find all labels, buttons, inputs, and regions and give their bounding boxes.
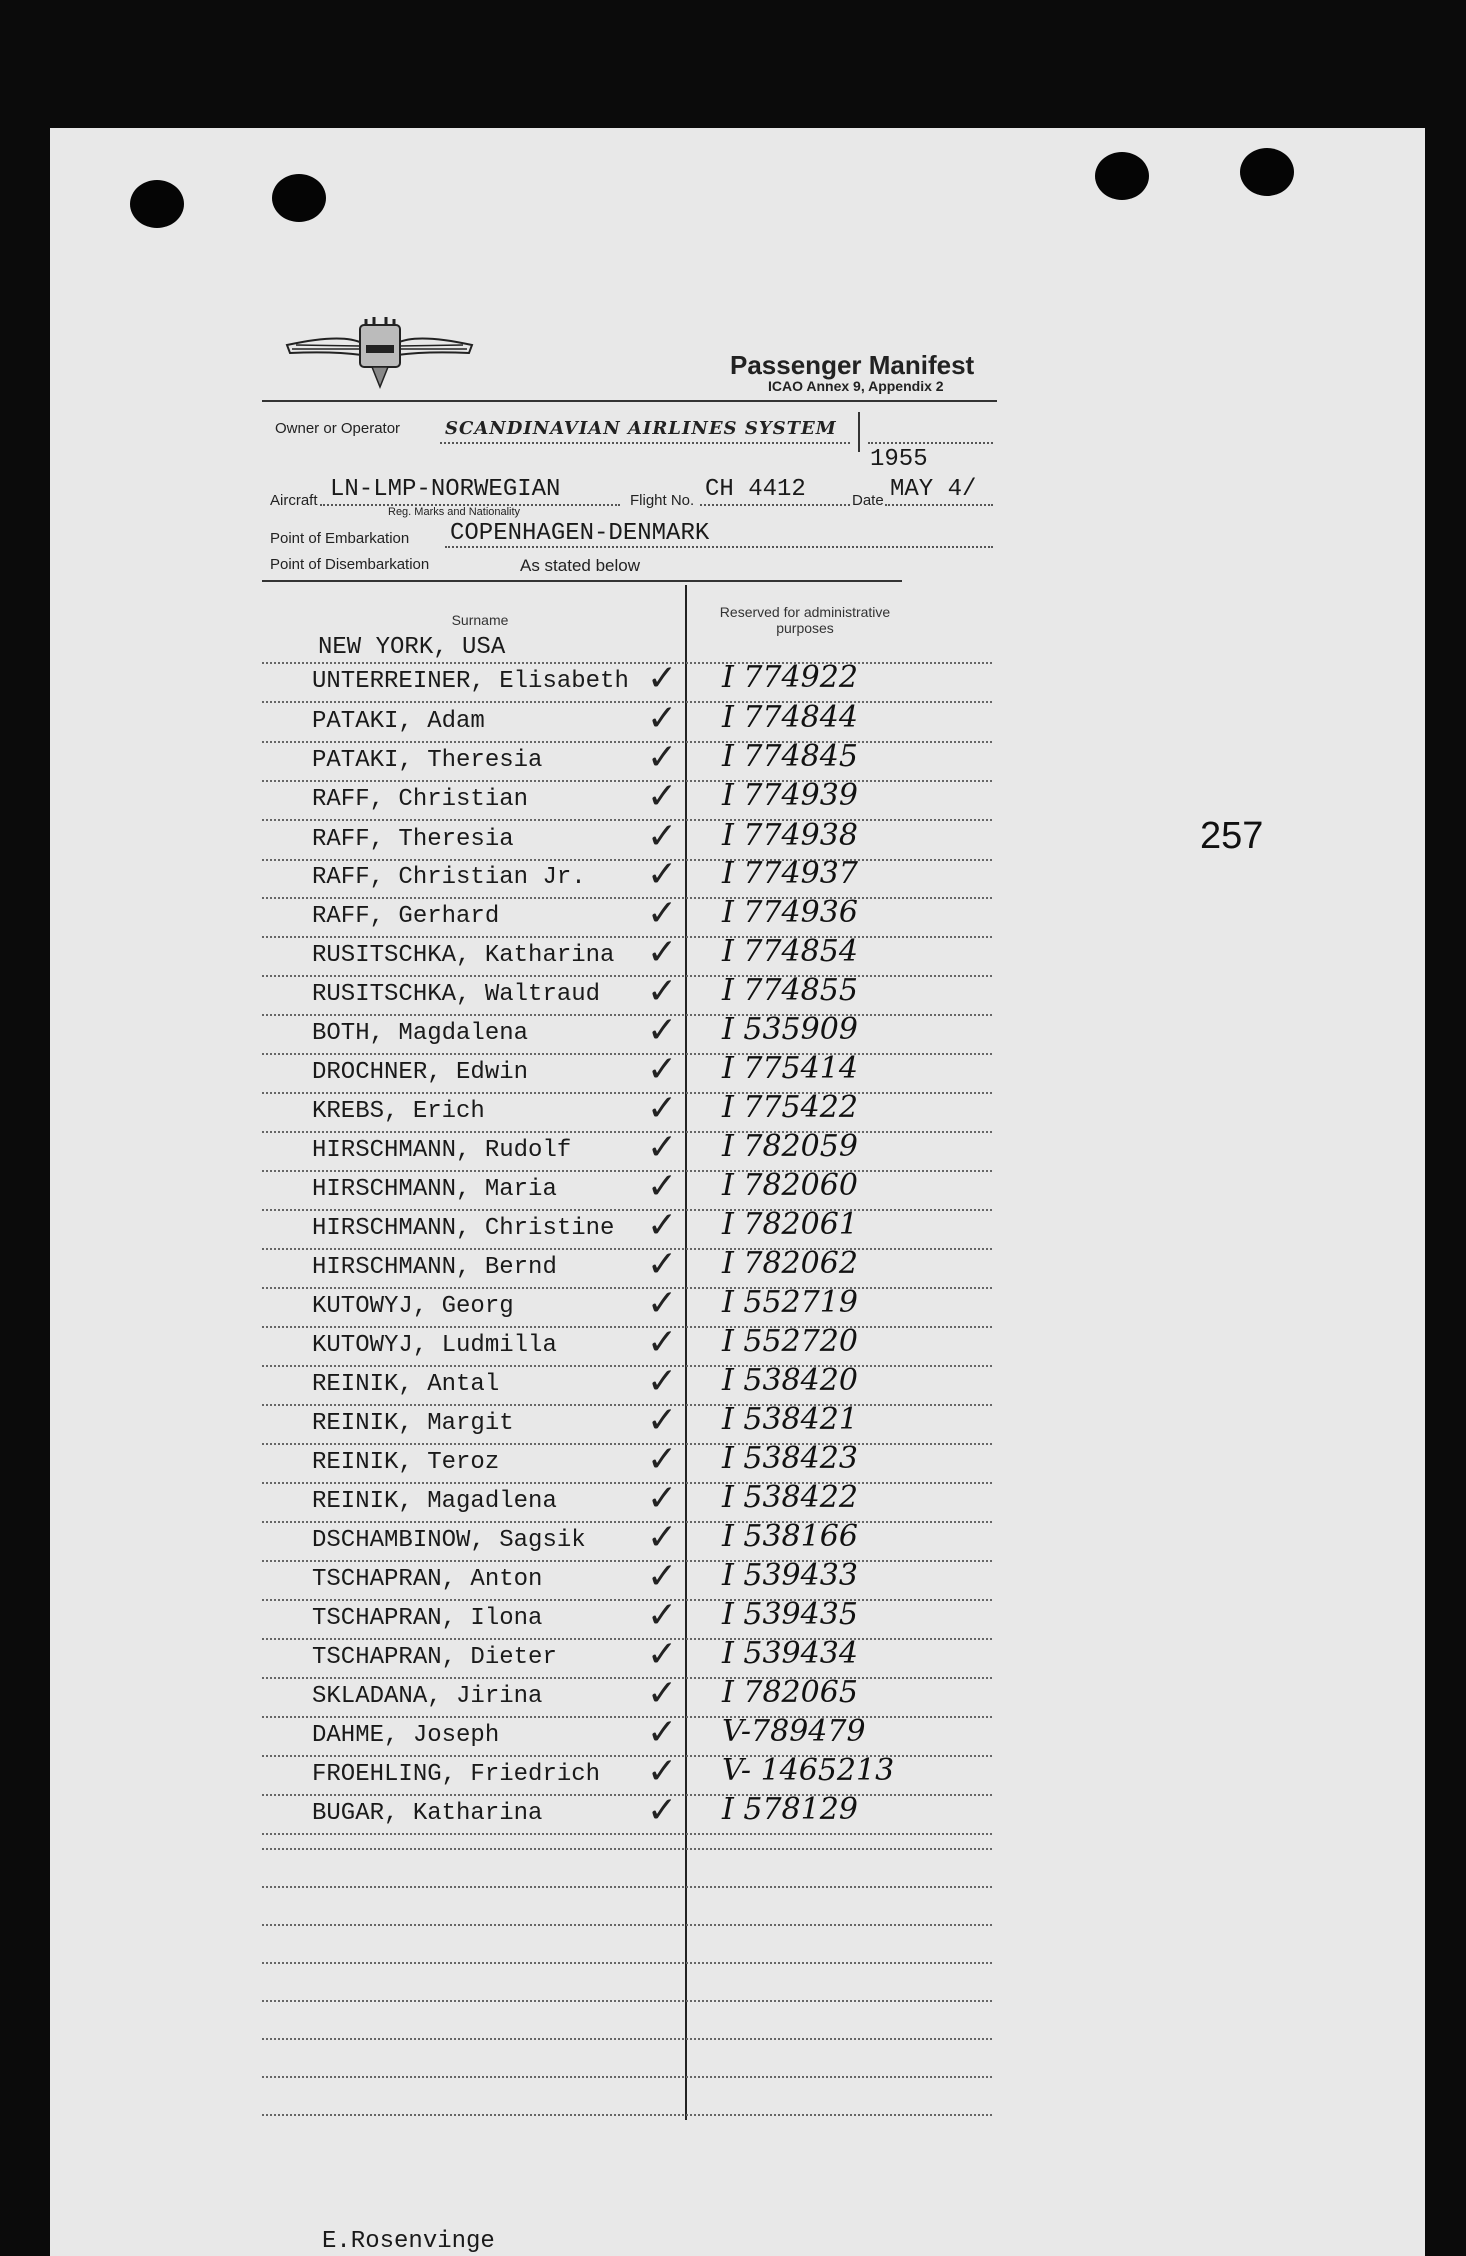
- passenger-row: [262, 1127, 992, 1172]
- check-mark-icon: ✓: [647, 854, 678, 895]
- passenger-reference: I 538166: [722, 1519, 858, 1554]
- blank-line: [262, 1886, 992, 1888]
- passenger-row: [262, 1634, 992, 1679]
- embarkation-line: [445, 546, 993, 548]
- blank-line: [262, 2038, 992, 2040]
- passenger-name: BOTH, Magdalena: [312, 1020, 529, 1047]
- check-mark-icon: ✓: [647, 816, 678, 857]
- check-mark-icon: ✓: [647, 1244, 678, 1285]
- passenger-row: [262, 658, 992, 703]
- passenger-row: [262, 1400, 992, 1445]
- check-mark-icon: ✓: [647, 1322, 678, 1363]
- aircraft-label: Aircraft: [270, 492, 318, 509]
- punch-hole: [130, 180, 184, 228]
- passenger-reference: I 774854: [722, 934, 858, 969]
- passenger-name: DSCHAMBINOW, Sagsik: [312, 1527, 586, 1554]
- passenger-reference: I 535909: [722, 1012, 858, 1047]
- check-mark-icon: ✓: [647, 1166, 678, 1207]
- passenger-name: FROEHLING, Friedrich: [312, 1761, 601, 1788]
- passenger-name: KUTOWYJ, Ludmilla: [312, 1332, 557, 1359]
- passenger-reference: I 774938: [722, 818, 858, 853]
- reg-note: Reg. Marks and Nationality: [388, 506, 521, 518]
- passenger-name: REINIK, Margit: [312, 1410, 514, 1437]
- flight-label: Flight No.: [630, 492, 695, 509]
- disembarkation-label: Point of Disembarkation: [270, 556, 430, 573]
- passenger-reference: I 774936: [722, 895, 858, 930]
- passenger-reference: I 539434: [722, 1636, 858, 1671]
- passenger-reference: I 538423: [722, 1441, 858, 1476]
- owner-line: [440, 442, 850, 444]
- check-mark-icon: ✓: [647, 1751, 678, 1792]
- passenger-name: RAFF, Theresia: [312, 826, 514, 853]
- passenger-reference: I 775414: [722, 1051, 858, 1086]
- passenger-name: REINIK, Magadlena: [312, 1488, 557, 1515]
- airline-logo-icon: [282, 315, 477, 390]
- owner-value: SCANDINAVIAN AIRLINES SYSTEM: [445, 418, 837, 439]
- check-mark-icon: ✓: [647, 737, 678, 778]
- check-mark-icon: ✓: [647, 1556, 678, 1597]
- passenger-reference: I 539433: [722, 1558, 858, 1593]
- passenger-name: HIRSCHMANN, Rudolf: [312, 1137, 572, 1164]
- check-mark-icon: ✓: [647, 1790, 678, 1831]
- passenger-reference: I 538420: [722, 1363, 858, 1398]
- passenger-name: UNTERREINER, Elisabeth: [312, 668, 629, 695]
- passenger-row: [262, 1712, 992, 1757]
- passenger-reference: I 578129: [722, 1792, 858, 1827]
- blank-line: [262, 1962, 992, 1964]
- blank-line: [262, 2114, 992, 2116]
- passenger-row: [262, 1439, 992, 1484]
- check-mark-icon: ✓: [647, 1400, 678, 1441]
- passenger-name: DAHME, Joseph: [312, 1722, 500, 1749]
- check-mark-icon: ✓: [647, 932, 678, 973]
- passenger-row: [262, 1283, 992, 1328]
- check-mark-icon: ✓: [647, 658, 678, 699]
- check-mark-icon: ✓: [647, 1595, 678, 1636]
- passenger-name: RAFF, Gerhard: [312, 903, 500, 930]
- form-subtitle: ICAO Annex 9, Appendix 2: [768, 378, 944, 394]
- check-mark-icon: ✓: [647, 1010, 678, 1051]
- blank-line: [262, 2076, 992, 2078]
- reserved-column-header: Reserved for administrative purposes: [719, 604, 891, 636]
- check-mark-icon: ✓: [647, 1049, 678, 1090]
- check-mark-icon: ✓: [647, 1127, 678, 1168]
- passenger-reference: I 539435: [722, 1597, 858, 1632]
- passenger-name: TSCHAPRAN, Dieter: [312, 1644, 557, 1671]
- passenger-reference: I 538422: [722, 1480, 858, 1515]
- passenger-row: [262, 1517, 992, 1562]
- passenger-row: [262, 737, 992, 782]
- blank-line: [262, 2000, 992, 2002]
- owner-separator: [858, 412, 860, 452]
- blank-line: [262, 1848, 992, 1850]
- passenger-row: [262, 1049, 992, 1094]
- passenger-row: [262, 854, 992, 899]
- passenger-reference: V-789479: [722, 1714, 866, 1749]
- blank-line: [262, 1924, 992, 1926]
- signature: E.Rosenvinge: [322, 2228, 495, 2255]
- passenger-reference: I 774939: [722, 778, 858, 813]
- passenger-reference: I 774844: [722, 700, 858, 735]
- embarkation-label: Point of Embarkation: [270, 530, 410, 547]
- passenger-reference: I 782060: [722, 1168, 858, 1203]
- check-mark-icon: ✓: [647, 1673, 678, 1714]
- passenger-reference: I 775422: [722, 1090, 858, 1125]
- passenger-row: [262, 893, 992, 938]
- date-line: [885, 504, 993, 506]
- passenger-row: [262, 1322, 992, 1367]
- disembarkation-value: As stated below: [520, 556, 641, 575]
- passenger-name: RAFF, Christian Jr.: [312, 864, 586, 891]
- passenger-name: HIRSCHMANN, Bernd: [312, 1254, 557, 1281]
- check-mark-icon: ✓: [647, 1634, 678, 1675]
- flight-value: CH 4412: [705, 476, 806, 503]
- check-mark-icon: ✓: [647, 1283, 678, 1324]
- passenger-name: RAFF, Christian: [312, 786, 529, 813]
- passenger-reference: I 782065: [722, 1675, 858, 1710]
- passenger-name: KREBS, Erich: [312, 1098, 485, 1125]
- owner-line-right: [868, 442, 993, 444]
- passenger-row: [262, 1556, 992, 1601]
- check-mark-icon: ✓: [647, 1088, 678, 1129]
- flight-line: [700, 504, 850, 506]
- header-rule: [262, 400, 997, 402]
- owner-label: Owner or Operator: [275, 420, 401, 437]
- passenger-name: HIRSCHMANN, Maria: [312, 1176, 557, 1203]
- passenger-row: [262, 1751, 992, 1796]
- passenger-row: [262, 698, 992, 743]
- passenger-name: BUGAR, Katharina: [312, 1800, 543, 1827]
- date-label: Date: [852, 492, 884, 509]
- passenger-reference: I 774937: [722, 856, 858, 891]
- passenger-row: [262, 1205, 992, 1250]
- passenger-row: [262, 932, 992, 977]
- passenger-row: [262, 1673, 992, 1718]
- passenger-name: RUSITSCHKA, Waltraud: [312, 981, 601, 1008]
- passenger-reference: I 782062: [722, 1246, 858, 1281]
- passenger-row: [262, 1166, 992, 1211]
- check-mark-icon: ✓: [647, 698, 678, 739]
- passenger-name: HIRSCHMANN, Christine: [312, 1215, 615, 1242]
- passenger-reference: V- 1465213: [722, 1753, 895, 1788]
- passenger-name: TSCHAPRAN, Ilona: [312, 1605, 543, 1632]
- passenger-reference: I 782059: [722, 1129, 858, 1164]
- passenger-reference: I 774922: [722, 660, 858, 695]
- passenger-reference: I 782061: [722, 1207, 858, 1242]
- check-mark-icon: ✓: [647, 1517, 678, 1558]
- punch-hole: [1095, 152, 1149, 200]
- year-value: 1955: [870, 446, 928, 473]
- passenger-row: [262, 1088, 992, 1133]
- passenger-row: [262, 1010, 992, 1055]
- embarkation-value: COPENHAGEN-DENMARK: [450, 520, 710, 547]
- destination: NEW YORK, USA: [318, 634, 506, 661]
- passenger-row: [262, 1595, 992, 1640]
- surname-column-header: Surname: [451, 612, 509, 628]
- check-mark-icon: ✓: [647, 1712, 678, 1753]
- check-mark-icon: ✓: [647, 1361, 678, 1402]
- passenger-row: [262, 1361, 992, 1406]
- passenger-reference: I 774845: [722, 739, 858, 774]
- passenger-name: TSCHAPRAN, Anton: [312, 1566, 543, 1593]
- date-value: MAY 4/: [890, 476, 977, 503]
- passenger-row: [262, 1478, 992, 1523]
- check-mark-icon: ✓: [647, 971, 678, 1012]
- passenger-name: SKLADANA, Jirina: [312, 1683, 543, 1710]
- passenger-name: DROCHNER, Edwin: [312, 1059, 529, 1086]
- passenger-reference: I 538421: [722, 1402, 858, 1437]
- passenger-row: [262, 776, 992, 821]
- check-mark-icon: ✓: [647, 893, 678, 934]
- passenger-reference: I 774855: [722, 973, 858, 1008]
- punch-hole: [272, 174, 326, 222]
- passenger-row: [262, 971, 992, 1016]
- passenger-row: [262, 1244, 992, 1289]
- header-bottom-rule: [262, 580, 902, 582]
- passenger-name: RUSITSCHKA, Katharina: [312, 942, 615, 969]
- passenger-row: [262, 816, 992, 861]
- check-mark-icon: ✓: [647, 1439, 678, 1480]
- passenger-reference: I 552720: [722, 1324, 858, 1359]
- form-title: Passenger Manifest: [730, 350, 975, 380]
- passenger-name: REINIK, Teroz: [312, 1449, 500, 1476]
- passenger-name: PATAKI, Theresia: [312, 747, 543, 774]
- passenger-name: REINIK, Antal: [312, 1371, 500, 1398]
- check-mark-icon: ✓: [647, 776, 678, 817]
- punch-hole: [1240, 148, 1294, 196]
- page-number: 257: [1200, 815, 1264, 857]
- passenger-name: KUTOWYJ, Georg: [312, 1293, 514, 1320]
- passenger-reference: I 552719: [722, 1285, 858, 1320]
- passenger-row: [262, 1790, 992, 1835]
- aircraft-value: LN-LMP-NORWEGIAN: [330, 476, 561, 503]
- check-mark-icon: ✓: [647, 1478, 678, 1519]
- passenger-name: PATAKI, Adam: [312, 708, 485, 735]
- check-mark-icon: ✓: [647, 1205, 678, 1246]
